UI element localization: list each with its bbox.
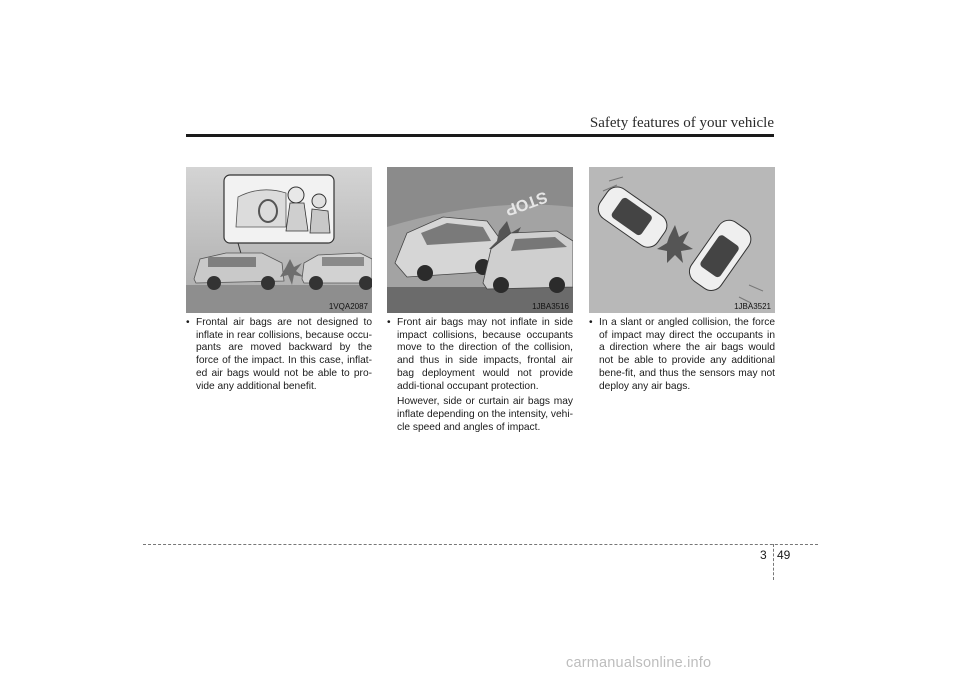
bullet-paragraph: • Front air bags may not inflate in side impact collisions, because occupants move to the direction of the collision, and thus in side impacts, frontal air bag deployment would not provide addi-tional occupant protection.	[387, 317, 573, 392]
figure-angled-collision	[589, 167, 775, 313]
followup-paragraph: However, side or curtain air bags may inflate depending on the intensity, vehi-cle speed and angles of impact.	[397, 396, 573, 433]
bullet-paragraph: • Frontal air bags are not designed to inflate in rear collisions, because occu-pants are moved backward by the force of the impact. In this case, inflat-ed air bags would not be able to pro-vide any additional benefit.	[186, 317, 372, 392]
chapter-number: 3	[760, 548, 767, 562]
header-rule	[186, 134, 774, 137]
column-3-text	[589, 317, 775, 396]
bullet-dot: •	[589, 317, 593, 328]
rear-collision-illustration	[186, 167, 372, 313]
figure-code: 1JBA3521	[734, 302, 771, 311]
figure-side-impact	[387, 167, 573, 313]
bullet-dot: •	[387, 317, 391, 328]
section-title: Safety features of your vehicle	[589, 115, 774, 131]
column-1-text	[186, 317, 372, 396]
bullet-paragraph: • In a slant or angled collision, the force of impact may direct the occupants in a direction where the air bags would not be able to provide any additional bene-fit, and thus the sensors may not deploy any air bags.	[589, 317, 775, 392]
figure-rear-collision	[186, 167, 372, 313]
column-2-text	[387, 317, 573, 434]
figure-code: 1JBA3516	[532, 302, 569, 311]
stop-road-marking: STOP	[502, 187, 550, 219]
bullet-dot: •	[186, 317, 190, 328]
angled-collision-illustration	[589, 167, 775, 313]
page-number: 49	[777, 548, 791, 562]
footer-divider	[143, 544, 818, 545]
watermark-text: carmanualsonline.info	[566, 655, 712, 671]
footer-page-separator	[773, 544, 774, 580]
figure-code: 1VQA2087	[328, 302, 368, 311]
side-impact-illustration	[387, 167, 573, 313]
